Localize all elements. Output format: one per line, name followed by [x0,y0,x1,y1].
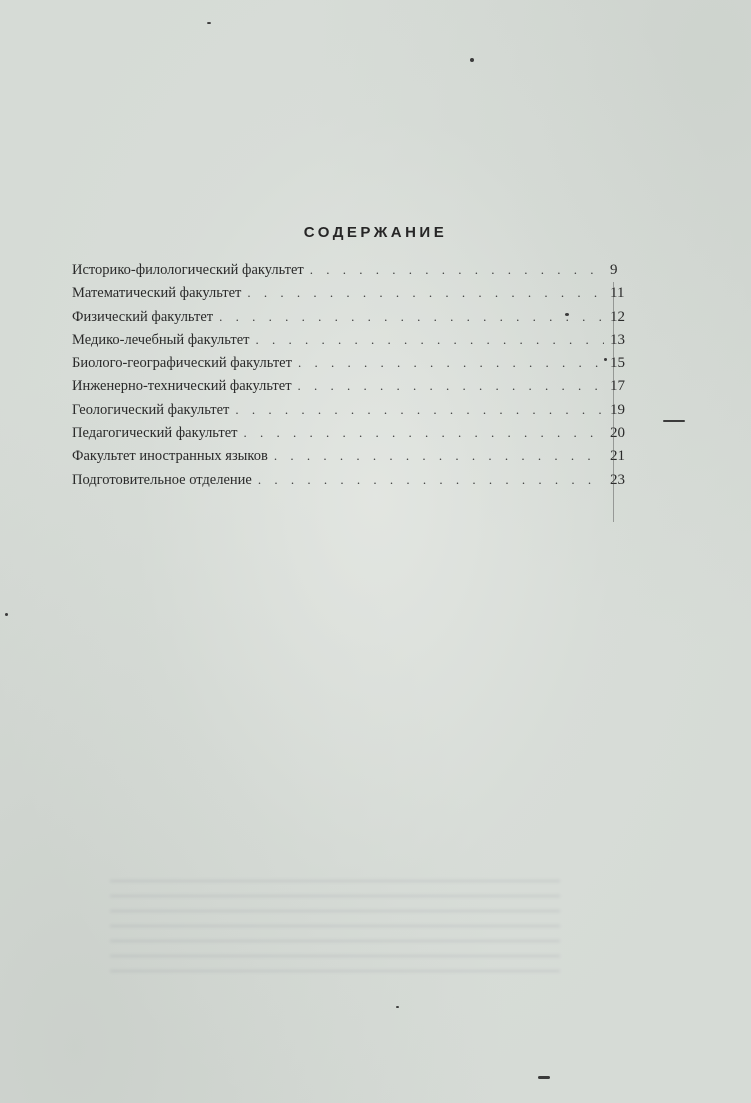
toc-entry [72,448,644,471]
toc-dot-leader [219,309,604,325]
toc-dot-leader [298,378,604,394]
pencil-margin-line [613,282,614,522]
ink-speck [470,58,474,62]
ink-speck [396,1006,399,1008]
toc-dot-leader [258,472,604,488]
toc-entry-page: 21 [610,448,625,465]
toc-entry [72,332,644,355]
toc-dot-leader [255,332,604,348]
faded-show-through-imprint [110,880,560,980]
toc-entry-label: Факультет иностранных языков [72,448,268,465]
ink-speck [604,358,607,361]
toc-entry-label: Физический факультет [72,308,214,325]
toc-entry-page: 11 [610,285,625,302]
toc-dot-leader [274,448,604,464]
toc-dot-leader [243,425,604,441]
toc-entry-page: 9 [610,262,618,278]
toc-entry-label: Педагогический факультет [72,425,238,442]
toc-entry [72,472,644,495]
toc-dot-leader [247,285,604,301]
toc-dot-leader [310,262,604,278]
toc-entry-page: 12 [610,308,625,325]
ink-speck [565,313,569,316]
toc-entry [72,262,644,285]
toc-dot-leader [235,402,604,418]
toc-entry [72,425,644,448]
toc-entry-label: Инженерно-технический факультет [72,378,292,395]
toc-entry [72,402,644,425]
toc-entry-label: Медико-лечебный факультет [72,331,250,348]
toc-entry-label: Подготовительное отделение [72,471,252,488]
toc-entry-page: 23 [610,471,625,488]
ink-speck [538,1076,550,1079]
toc-entry-label: Биолого-географический факультет [72,355,292,372]
ink-speck [207,22,211,24]
table-of-contents [72,262,644,495]
toc-entry-page: 17 [610,378,625,395]
toc-entry-label: Математический факультет [72,285,242,302]
toc-entry-page: 13 [610,331,625,348]
ink-speck [5,613,8,616]
toc-entry [72,309,644,332]
toc-entry-page: 19 [610,401,625,418]
toc-dot-leader [298,355,604,371]
toc-entry-label: Историко-филологический факультет [72,262,304,278]
toc-entry [72,378,644,401]
toc-entry-page: 15 [610,355,625,372]
toc-entry [72,285,644,308]
toc-title: СОДЕРЖАНИЕ [303,224,448,241]
toc-entry-label: Геологический факультет [72,401,230,418]
toc-entry [72,355,644,378]
ink-speck [663,420,685,422]
toc-entry-page: 20 [610,425,625,442]
